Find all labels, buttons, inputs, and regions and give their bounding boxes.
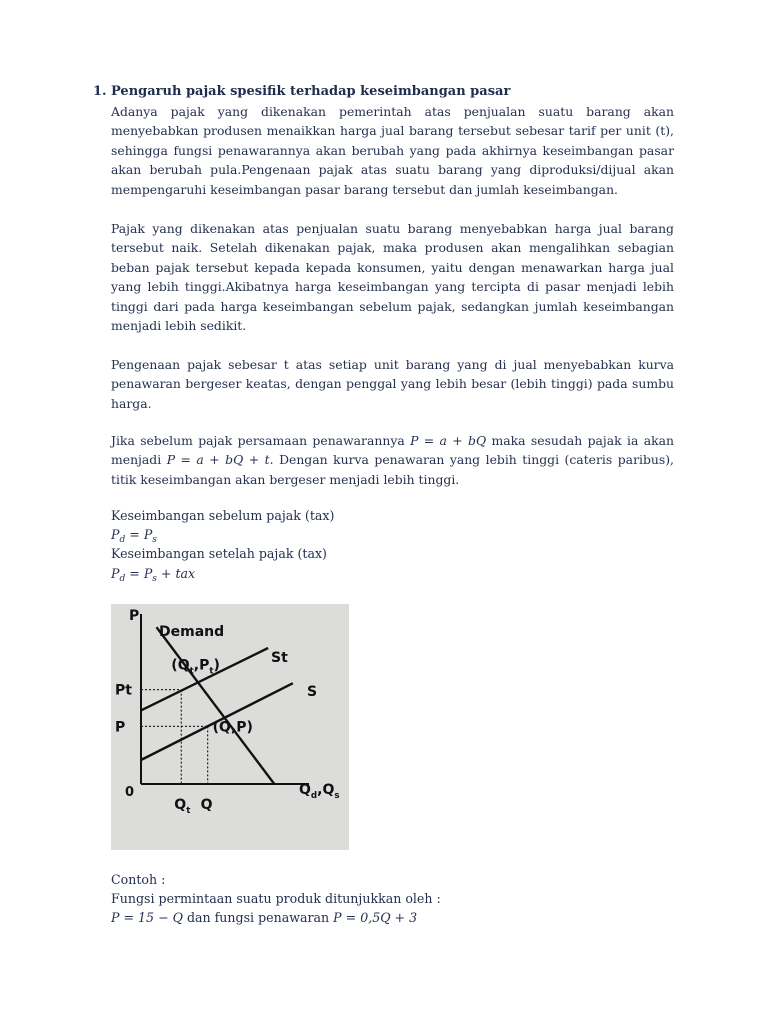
origin-label: 0 — [125, 785, 135, 800]
supply-equation: P = 0,5Q + 3 — [333, 910, 418, 925]
point-label-after-tax: $(Q_t,P_t)$ — [171, 657, 220, 677]
point-label-before-tax: (Q,P) — [212, 719, 253, 736]
equilibrium-after-equation — [111, 566, 195, 584]
chart-svg — [111, 604, 349, 850]
paragraph-2: Pajak yang dikenakan atas penjualan suatu barang menyebabkan harga jual barang tersebut naik. Setelah dikenakan pajak, maka produsen akan mengalihkan sebagian beban pajak tersebut kepada kepada konsumen, yaitu dengan menawarkan harga jual yang lebih tinggi.Akibatnya harga keseimbangan yang tercipta di pasar menjadi lebih tinggi dari pada harga keseimbangan sebelum pajak, sedangkan jumlah keseimbangan menjadi lebih sedikit. — [111, 221, 674, 334]
y-tick-label-0: Pt — [115, 682, 132, 699]
demand-curve — [157, 627, 275, 784]
demand-label: Demand — [159, 624, 225, 640]
example-connector: dan fungsi penawaran — [182, 910, 334, 925]
equilibrium-after-label: Keseimbangan setelah pajak (tax) — [111, 546, 327, 561]
x-tick-label-0: $Q_t$ — [174, 797, 191, 816]
x-tick-label-1: Q — [200, 797, 213, 813]
eq2-rhs: P — [143, 566, 153, 581]
equilibrium-before-label: Keseimbangan sebelum pajak (tax) — [111, 508, 335, 523]
supply-equation-after: P = a + bQ + t — [166, 452, 270, 468]
x-axis-label: $Q_d,Q_s$ — [299, 782, 340, 801]
supply-label: S — [307, 684, 318, 700]
eq1-lhs: P — [111, 527, 120, 542]
eq2-rhs-sub: s — [152, 574, 157, 584]
paragraph-1: Adanya pajak yang dikenakan pemerintah atas penjualan suatu barang akan menyebabkan produsen menaikkan harga jual barang tersebut sebesar tarif per unit (t), sehingga fungsi penawarannya akan berubah yang pada akhirnya keseimbangan pasar akan berubah pula.Pengenaan pajak atas suatu barang yang diproduksi/dijual akan mempengaruhi keseimbangan pasar barang tersebut dan jumlah keseimbangan. — [111, 104, 674, 197]
section-number: 1. — [93, 84, 107, 99]
eq2-lhs: P — [111, 566, 120, 581]
paragraph-4 — [111, 431, 674, 489]
example-intro: Fungsi permintaan suatu produk ditunjukkan oleh : — [111, 891, 441, 906]
eq2-op: = — [125, 566, 144, 581]
eq1-rhs-sub: s — [152, 535, 157, 545]
eq1-lhs-sub: d — [119, 535, 126, 545]
section-heading — [93, 84, 510, 99]
equilibrium-before-equation — [111, 527, 157, 545]
paragraph-4-text-a: Jika sebelum pajak persamaan penawarannya — [111, 433, 411, 448]
paragraph-4-text-b: maka sesudah pajak ia akan menjadi — [111, 433, 674, 468]
example-equations — [111, 910, 417, 925]
y-tick-label-1: P — [115, 719, 126, 736]
demand-equation: P = 15 − Q — [111, 910, 183, 925]
eq2-tail: + tax — [156, 566, 196, 581]
eq1-rhs: P — [143, 527, 153, 542]
example-label: Contoh : — [111, 872, 166, 887]
paragraph-3: Pengenaan pajak sebesar t atas setiap unit barang yang di jual menyebabkan kurva penawaran bergeser keatas, dengan penggal yang lebih besar (lebih tinggi) pada sumbu harga. — [111, 357, 674, 411]
eq1-op: = — [125, 527, 144, 542]
section-title: Pengaruh pajak spesifik terhadap keseimbangan pasar — [111, 84, 511, 99]
tax-equilibrium-chart — [111, 604, 349, 850]
supply-equation-before: P = a + bQ — [410, 433, 487, 448]
y-axis-label: P — [129, 608, 140, 624]
st-label: St — [271, 650, 288, 666]
paragraph-4-text-c: . Dengan kurva penawaran yang lebih tinggi (cateris paribus), titik keseimbangan akan bergeser menjadi lebih tinggi. — [111, 452, 674, 487]
eq2-lhs-sub: d — [119, 574, 126, 584]
